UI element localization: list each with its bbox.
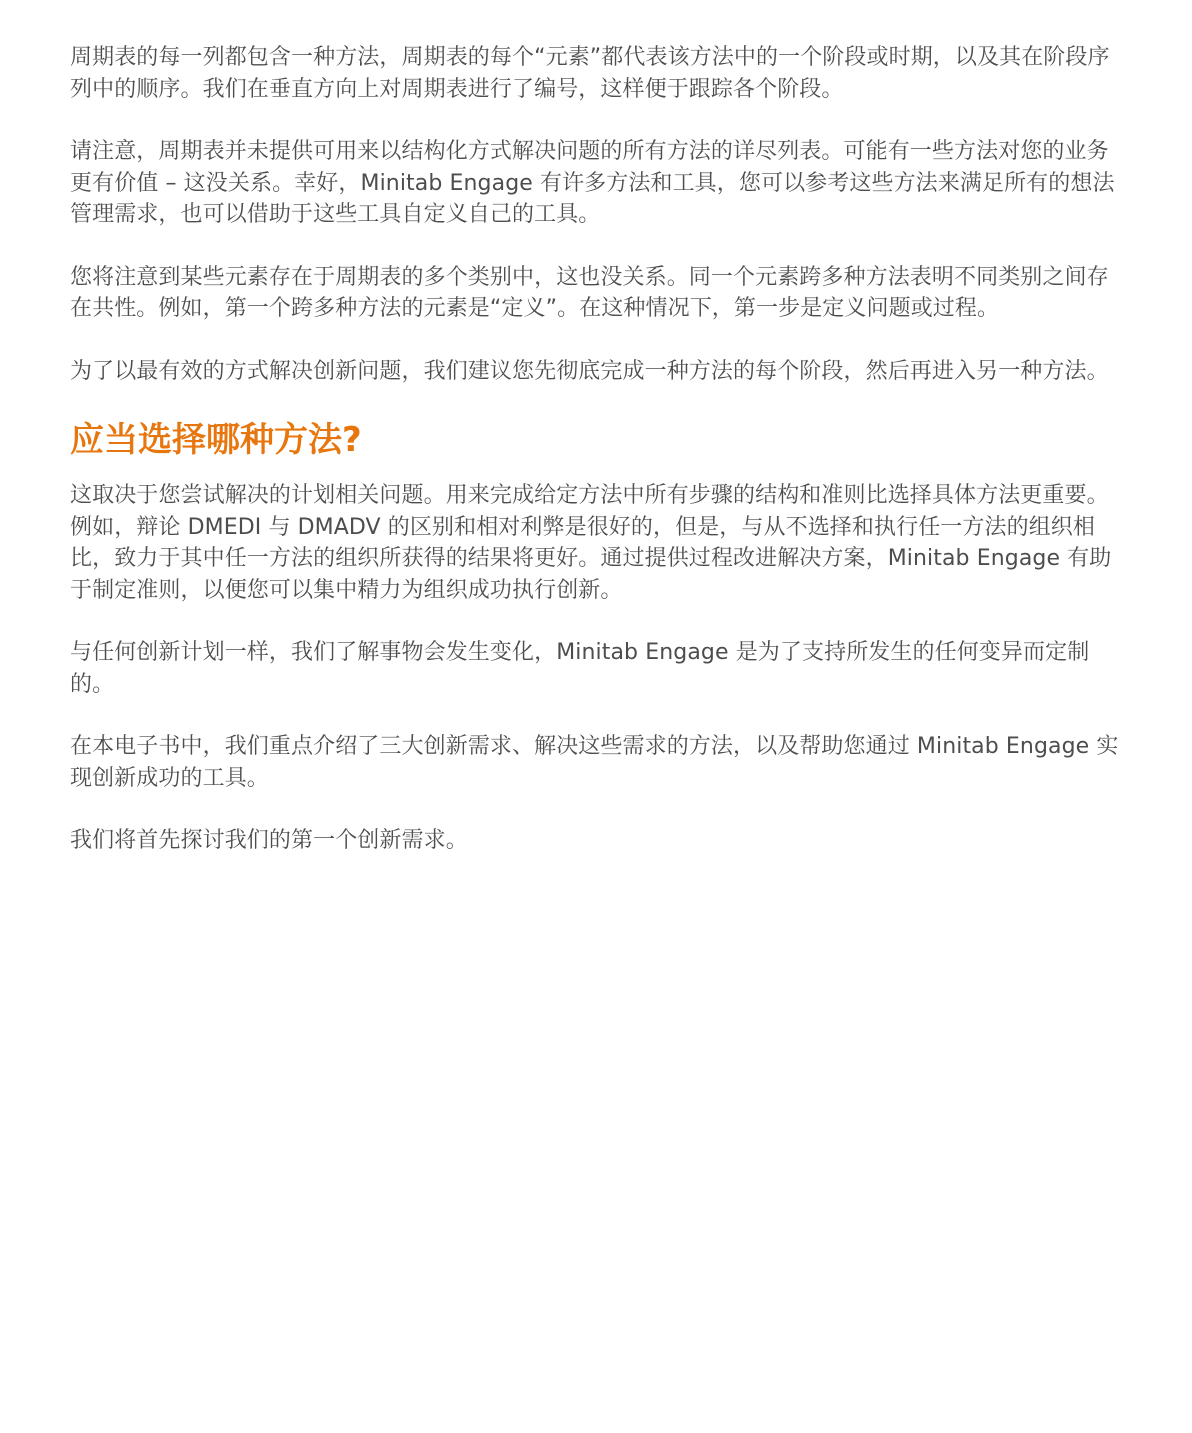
paragraph-periodic-columns: 周期表的每一列都包含一种方法，周期表的每个“元素”都代表该方法中的一个阶段或时期，以及其在阶段序列中的顺序。我们在垂直方向上对周期表进行了编号，这样便于跟踪各个阶段。: [70, 45, 1110, 102]
document-page: [70, 42, 1130, 888]
paragraph-shared-elements: 您将注意到某些元素存在于周期表的多个类别中，这也没关系。同一个元素跨多种方法表明不同类别之间存在共性。例如，第一个跨多种方法的元素是“定义”。在这种情况下，第一步是定义问题或过程。: [70, 264, 1109, 321]
paragraph-next-step: 我们将首先探讨我们的第一个创新需求。: [70, 828, 468, 853]
paragraph-change-support: 与任何创新计划一样，我们了解事物会发生变化，Minitab Engage 是为了支持所发生的任何变异而定制的。: [70, 640, 1090, 697]
paragraph-depends-on-plan: 这取决于您尝试解决的计划相关问题。用来完成给定方法中所有步骤的结构和准则比选择具体方法更重要。例如，辩论 DMEDI 与 DMADV 的区别和相对利弊是很好的，但是，与从不选择和执行任一方法的组织相比，致力于其中任一方法的组织所获得的结果将更好。通过提供过程改进解决方案，Minitab Engage 有助于制定准则，以便您可以集中精力为组织成功执行创新。: [70, 483, 1112, 603]
section-heading: 应当选择哪种方法?: [70, 420, 362, 460]
paragraph-not-exhaustive: 请注意，周期表并未提供可用来以结构化方式解决问题的所有方法的详尽列表。可能有一些方法对您的业务更有价值 – 这没关系。幸好，Minitab Engage 有许多方法和工具，您可以参考这些方法来满足所有的想法管理需求，也可以借助于这些工具自定义自己的工具。: [70, 139, 1115, 227]
paragraph-complete-each-phase: 为了以最有效的方式解决创新问题，我们建议您先彻底完成一种方法的每个阶段，然后再进入另一种方法。: [70, 358, 1109, 384]
paragraph-ebook-summary: 在本电子书中，我们重点介绍了三大创新需求、解决这些需求的方法，以及帮助您通过 Minitab Engage 实现创新成功的工具。: [70, 734, 1119, 791]
